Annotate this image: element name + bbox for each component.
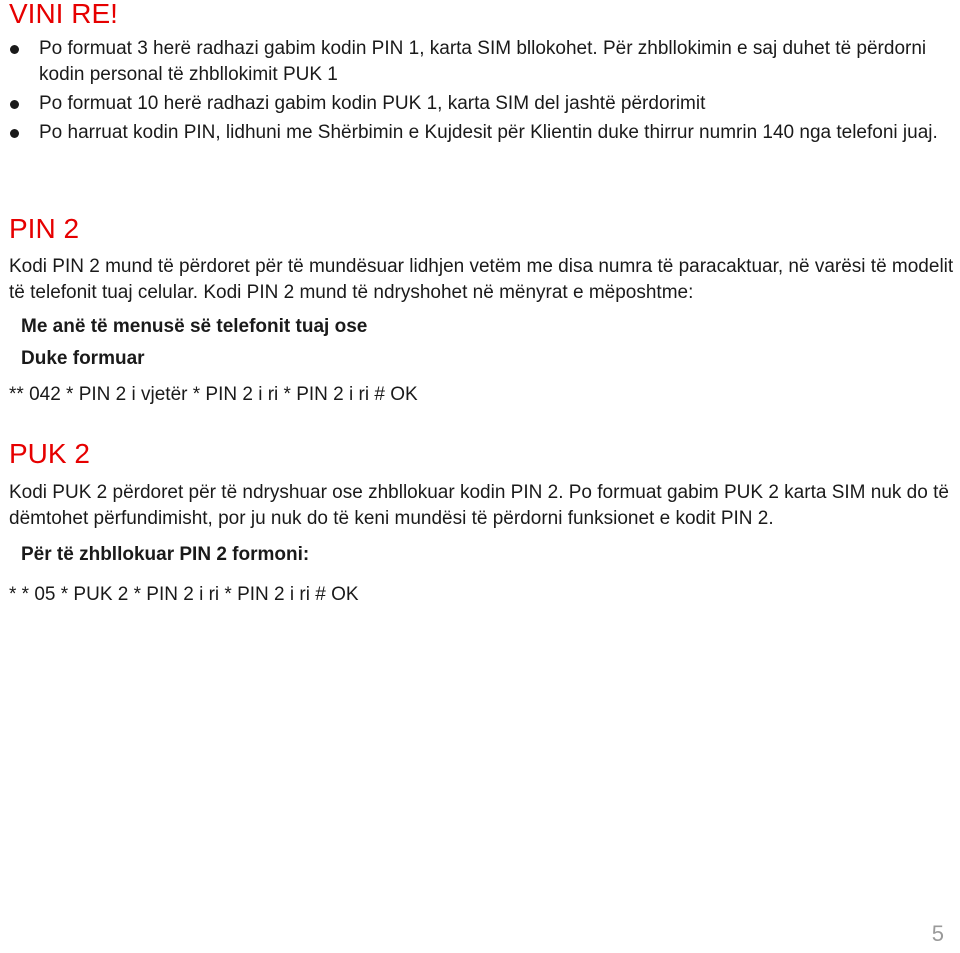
bullet-text: Po formuat 10 herë radhazi gabim kodin PUK 1, karta SIM del jashtë përdorimit [39, 93, 706, 114]
pin2-change-code: ** 042 * PIN 2 i vjetër * PIN 2 i ri * PIN 2 i ri # OK [9, 384, 418, 405]
heading-pin2: PIN 2 [9, 213, 80, 244]
pin2-option-menu: Me anë të menusë së telefonit tuaj ose [21, 316, 368, 337]
list-item [0, 36, 960, 88]
bullet-icon [10, 100, 19, 109]
bullet-text: Po formuat 3 herë radhazi gabim kodin PIN 1, karta SIM bllokohet. Për zhbllokimin e saj duhet të përdorni kodin personal të zhbllokimit PUK 1 [39, 38, 927, 85]
heading-puk2: PUK 2 [9, 438, 90, 469]
pin2-option-dial: Duke formuar [21, 348, 145, 369]
heading-vini-re: VINI RE! [9, 0, 118, 29]
page-number: 5 [931, 921, 944, 946]
bullet-text: Po harruat kodin PIN, lidhuni me Shërbimin e Kujdesit për Klientin duke thirrur numrin 140 nga telefoni juaj. [39, 122, 938, 143]
bullet-icon [10, 129, 19, 138]
puk2-unblock-code: * * 05 * PUK 2 * PIN 2 i ri * PIN 2 i ri # OK [9, 584, 359, 605]
list-item [0, 120, 960, 146]
bullet-icon [10, 45, 19, 54]
warning-bullet-list [0, 36, 960, 149]
list-item [0, 91, 960, 117]
puk2-instruction: Për të zhbllokuar PIN 2 formoni: [21, 544, 310, 565]
pin2-paragraph: Kodi PIN 2 mund të përdoret për të mundësuar lidhjen vetëm me disa numra të paracaktuar, në varësi të modelit të telefonit tuaj celular. Kodi PIN 2 mund të ndryshohet në mënyrat e mëposhtme: [9, 256, 954, 303]
puk2-paragraph: Kodi PUK 2 përdoret për të ndryshuar ose zhbllokuar kodin PIN 2. Po formuat gabim PUK 2 karta SIM nuk do të dëmtohet përfundimisht, por ju nuk do të keni mundësi të përdorni funksionet e kodit PIN 2. [9, 482, 949, 529]
